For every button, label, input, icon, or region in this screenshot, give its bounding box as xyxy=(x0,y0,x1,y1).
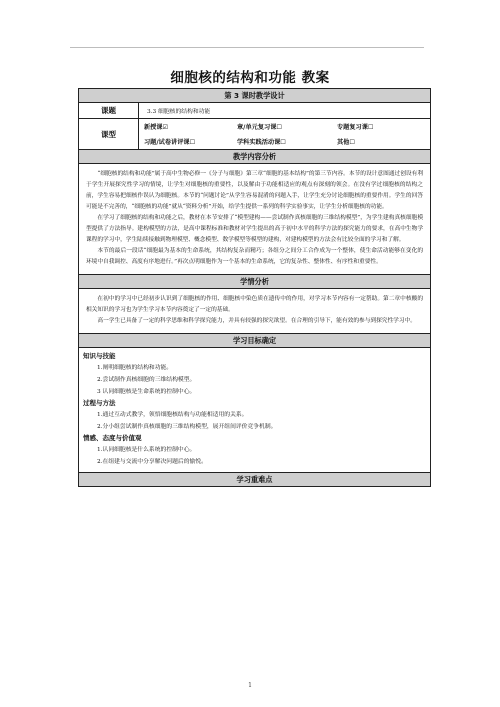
content-paragraph: 在学习了细胞核的结构和功能之后，教材在本节安排了“模型建构——尝试制作真核细胞的三维结构模型”，为学生建构真核细胞模型提供了方法指导。建构模型的方法，是高中课程标准和教材对学生提出的高于初中水平的科学方法的探究能力的要求，在高中生物学课程的学习中，学生陆续接触到物理模型、概念模型、数学模型等模型的建构，对建构模型的方法会有比较全面的学习和了解。 xyxy=(86,215,424,243)
learner-analysis-body xyxy=(79,289,431,334)
learner-analysis-heading: 学情分析 xyxy=(79,275,431,289)
objectives-heading: 学习目标确定 xyxy=(79,334,431,348)
objective-item: 1.通过互动式教学，领悟细胞核结构与功能相适用的关系。 xyxy=(97,412,248,418)
header-rule xyxy=(70,47,424,48)
type-practice-activity-checkbox[interactable]: 学科实践活动课☐ xyxy=(237,139,286,146)
content-paragraph: “细胞核的结构和功能”属于高中生物必修一《分子与细胞》第三章“细胞的基本结构”的第三节内容。本节的设计意图通过创设有利于学生开展探究性学习的情境，让学生对细胞核的重要性，以及解由于功能相适应的观点有深刻的领会。在没有学过细胞核的结构之前，学生容易把细核作误认为细胞核。本节的“问题讨论”从学生容易混淆的问题入手，让学生充分讨论细胞核的重要作用。学生的回答可能是不完善的，“细胞核的功能”就从“资料分析”开始，给学生提供一系列的科学实验事实，让学生分析细胞核的功能。 xyxy=(86,171,424,210)
lesson-label: 课题 xyxy=(79,103,139,119)
learner-paragraph: 在初中的学习中已经初步认识到了细胞核的作用、细胞核中染色质在遗传中的作用，对学习本节内容有一定帮助。第二章中核酸的相关知识的学习也为学生学习本节内容奠定了一定的基础。 xyxy=(86,296,424,313)
type-exercise-review-checkbox[interactable]: 习题/试卷讲评课☐ xyxy=(144,139,196,146)
learner-paragraph: 高一学生已具备了一定的科学思维和科学探究能力，并具有较强的探究欲望。在合理的引导下，能有效的参与到探究性学习中。 xyxy=(97,318,416,324)
objective-item: 2.在组建与交流中分享解决问题后的愉悦。 xyxy=(97,459,207,465)
objective-item: 2.尝试制作真核细胞的三维结构模型。 xyxy=(97,377,196,383)
lesson-plan-table xyxy=(78,88,431,487)
content-analysis-body xyxy=(79,164,431,275)
objective-item: 1.阐明细胞核的结构和功能。 xyxy=(97,365,173,371)
key-points-heading: 学习重难点 xyxy=(79,473,431,487)
objective-group-title: 情感、态度与价值观 xyxy=(83,434,142,442)
page-number: 1 xyxy=(248,682,252,689)
objective-group-title: 知识与技能 xyxy=(83,352,116,360)
type-row-2 xyxy=(139,134,430,149)
type-other-checkbox[interactable]: 其他☐ xyxy=(337,139,355,146)
content-analysis-heading: 教学内容分析 xyxy=(79,150,431,164)
objectives-body xyxy=(79,348,431,473)
type-options xyxy=(139,119,431,150)
table-header: 第 3 课时教学设计 xyxy=(79,89,431,103)
content-paragraph: 本节的最后一段话“细胞最为基本的生命系统，其结构复杂而精巧；各组分之间分工合作成为一个整体，使生命活动能够在变化的环境中自我调控、高度有序地进行。”再次点明细胞作为一个基本的生命系统，它的复杂性、整体性、有序性和重要性。 xyxy=(86,248,424,265)
objective-item: 2.分小组尝试制作真核细胞的三维结构模型，展开组间评价竞争机制。 xyxy=(97,424,277,430)
objective-item: 3 认同细胞核是生命系统的控制中心。 xyxy=(97,389,196,395)
type-label: 课型 xyxy=(79,119,139,150)
document-title: 细胞核的结构和功能 教案 xyxy=(170,70,330,86)
type-topic-review-checkbox[interactable]: 专题复习课☐ xyxy=(337,124,374,131)
objective-item: 1.认同细胞核是什么系统的控制中心。 xyxy=(97,447,196,453)
type-row-1 xyxy=(139,119,430,134)
type-new-lesson-checkbox[interactable]: 新授课☑ xyxy=(144,124,169,131)
lesson-value: 3.3 细胞核的结构和功能 xyxy=(139,103,431,119)
type-unit-review-checkbox[interactable]: 章/单元复习课☐ xyxy=(237,124,282,131)
objective-group-title: 过程与方法 xyxy=(83,399,116,407)
